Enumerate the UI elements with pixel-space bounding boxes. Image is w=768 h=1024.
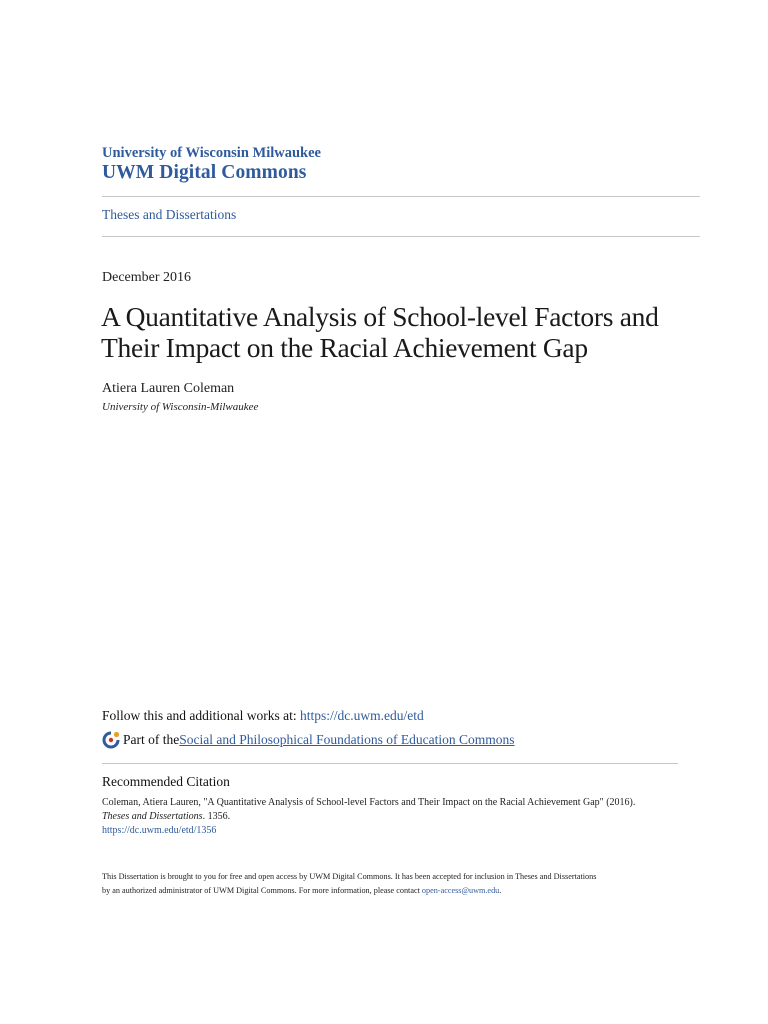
title-line-1: A Quantitative Analysis of School-level Factors and xyxy=(101,301,659,332)
institution-name[interactable]: University of Wisconsin Milwaukee xyxy=(102,145,321,161)
follow-text: Follow this and additional works at: xyxy=(102,708,300,723)
access-notice-line-1: This Dissertation is brought to you for free and open access by UWM Digital Commons. It has been accepted for inclusion in Theses and Dissertations xyxy=(102,872,597,881)
divider-top xyxy=(102,196,700,197)
divider-citation xyxy=(102,763,678,764)
author-affiliation: University of Wisconsin-Milwaukee xyxy=(102,401,259,413)
commons-network-link[interactable]: Social and Philosophical Foundations of Education Commons xyxy=(179,732,515,747)
citation-url-link[interactable]: https://dc.uwm.edu/etd/1356 xyxy=(102,825,217,836)
follow-line xyxy=(102,708,424,724)
author-name: Atiera Lauren Coleman xyxy=(102,381,235,396)
notice-end: . xyxy=(499,886,502,895)
citation-text: Coleman, Atiera Lauren, "A Quantitative Analysis of School-level Factors and Their Impact on the Racial Achievement Gap" (2016). xyxy=(102,797,636,808)
citation-series-suffix: . 1356. xyxy=(202,811,231,822)
notice-text: by an authorized administrator of UWM Digital Commons. For more information, please contact xyxy=(102,886,422,895)
access-notice-line-2 xyxy=(102,886,501,895)
publication-date: December 2016 xyxy=(102,270,192,285)
divider-bottom xyxy=(102,236,700,237)
citation-series: Theses and Dissertations xyxy=(102,811,203,822)
contact-email-link[interactable]: open-access@uwm.edu xyxy=(421,886,500,895)
part-of-line xyxy=(102,731,514,749)
network-commons-icon xyxy=(102,731,120,749)
follow-url-link[interactable]: https://dc.uwm.edu/etd xyxy=(300,708,424,723)
collection-link[interactable]: Theses and Dissertations xyxy=(102,207,237,222)
part-of-text: Part of the xyxy=(123,732,180,747)
citation-heading: Recommended Citation xyxy=(102,774,230,789)
document-title xyxy=(101,301,701,363)
citation-series-line xyxy=(102,811,230,822)
repository-name[interactable]: UWM Digital Commons xyxy=(102,162,307,183)
title-line-2: Their Impact on the Racial Achievement Gap xyxy=(101,332,588,363)
